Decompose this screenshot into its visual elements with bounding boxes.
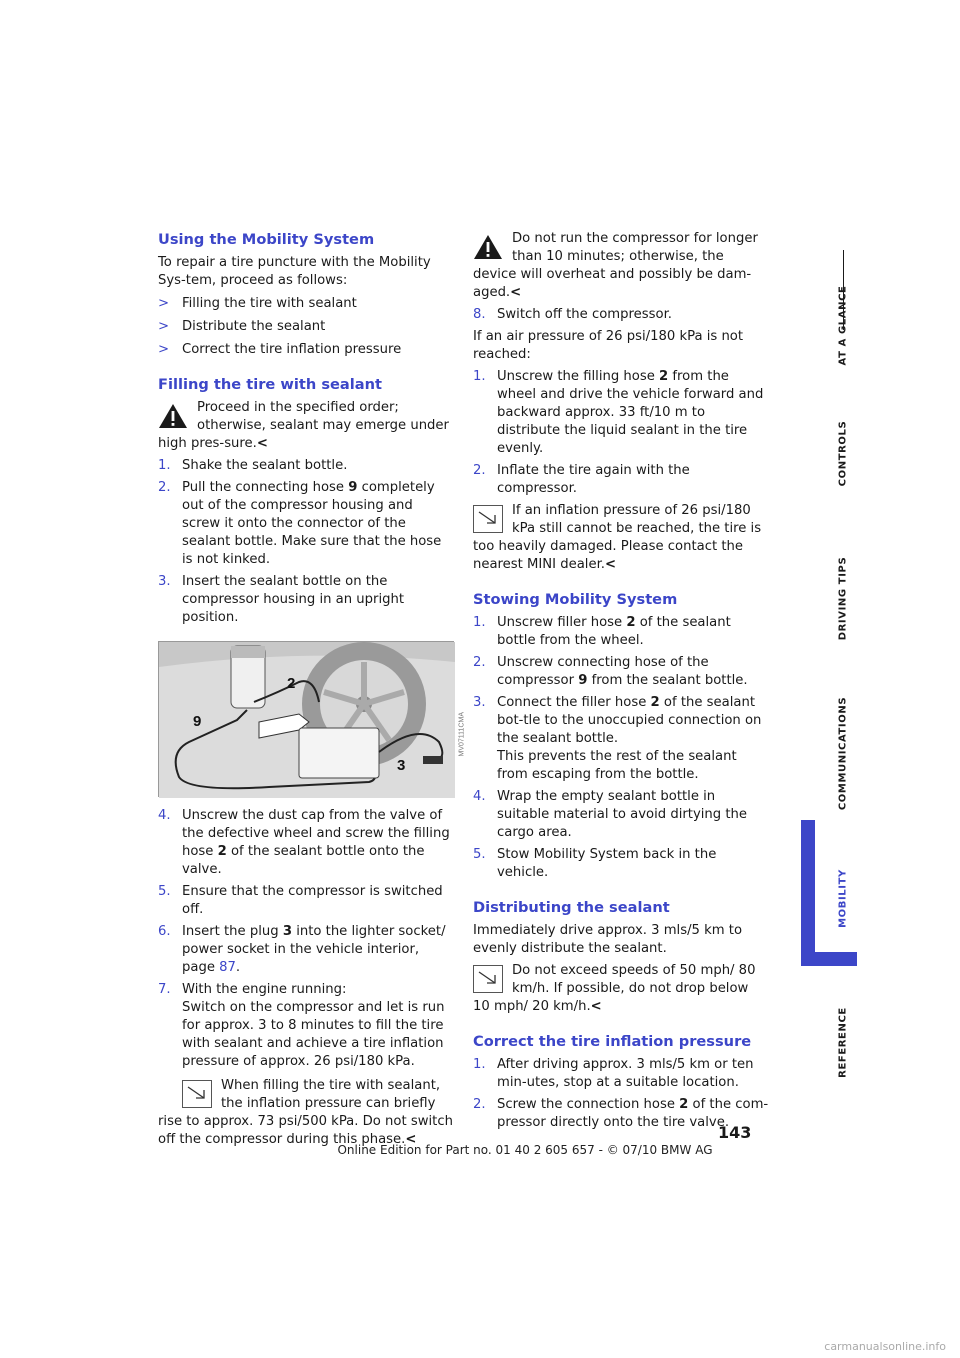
steps-list-d [473,614,769,882]
note-text: When filling the tire with sealant, the inflation pressure can briefly rise to approx. 73 psi/500 kPa. Do not switch off the compressor during this phase. [158,1078,453,1147]
label-plug-3: 3 [397,757,406,774]
warning-icon [158,402,188,430]
note-icon [473,965,503,993]
left-column [158,230,465,1149]
list-item: 2. Screw the connection hose 2 of the com-pressor directly onto the tire valve. [473,1097,769,1130]
label-hose-2: 2 [287,675,296,692]
list-item: > Correct the tire inflation pressure [158,341,454,359]
end-mark: < [256,436,268,451]
heading-distributing: Distributing the sealant [473,899,670,916]
steps-list-a [158,457,454,627]
list-item: 8. Switch off the compressor. [473,307,672,322]
heading-correct-pressure: Correct the tire inflation pressure [473,1033,752,1050]
list-item: 3. Connect the filler hose 2 of the sealant bot-tle to the unoccupied connection on the sealant bottle. This prevents the rest of the sealant from escaping from the bottle. [473,695,762,782]
page-number: 143 [718,1123,752,1142]
overview-list [158,295,454,359]
note-text: Do not exceed speeds of 50 mph/ 80 km/h. If possible, do not drop below 10 mph/ 20 km/h. [473,963,756,1014]
warning-note-overheat [473,230,769,302]
warning-icon [473,233,503,261]
note-text: If an inflation pressure of 26 psi/180 kPa still cannot be reached, the tire is too heavily damaged. Please contact the nearest MINI dealer. [473,503,762,572]
list-item: 5. Ensure that the compressor is switched off. [158,884,443,917]
warning-note-order [158,399,454,453]
info-note-pressure [158,1077,454,1149]
heading-filling-tire: Filling the tire with sealant [158,376,382,393]
steps-list-e [473,1056,769,1132]
intro-text: To repair a tire puncture with the Mobility Sys-tem, proceed as follows: [158,255,431,288]
note-icon [182,1080,212,1108]
side-tab-driving-tips[interactable]: DRIVING TIPS [837,556,849,641]
side-tab-mobility[interactable]: MOBILITY [837,869,849,928]
note-icon [473,505,503,533]
steps-list-b [158,807,454,1071]
warning-text: Proceed in the specified order; otherwise, sealant may emerge under high pres-sure. [158,400,449,451]
list-item: 2. Inflate the tire again with the compressor. [473,463,690,496]
side-tab-mobility-inner [815,820,857,952]
heading-stowing: Stowing Mobility System [473,591,678,608]
list-item: 4. Unscrew the dust cap from the valve of the defective wheel and screw the filling hose 2 of the sealant bottle onto the valve. [158,808,450,877]
list-item: 2. Pull the connecting hose 9 completely out of the compressor housing and screw it onto the connector of the sealant bottle. Make sure that the hose is not kinked. [158,480,442,567]
sealant-compressor-illustration [158,641,465,797]
side-tab-controls[interactable]: CONTROLS [837,420,849,487]
list-item: 6. Insert the plug 3 into the lighter socket/ power socket in the vehicle interior, page 87. [158,924,446,975]
photo-code: MV07111CMA [458,712,465,757]
list-item: > Filling the tire with sealant [158,295,454,313]
heading-using-mobility-system: Using the Mobility System [158,231,375,248]
list-item: 1. Shake the sealant bottle. [158,458,348,473]
list-item: 4. Wrap the empty sealant bottle in suitable material to avoid dirtying the cargo area. [473,789,747,840]
end-mark: < [590,999,602,1014]
watermark: carmanualsonline.info [824,1340,946,1353]
info-note-damaged [473,502,769,574]
step-8 [473,306,769,324]
list-item: 3. Insert the sealant bottle on the compressor housing in an upright position. [158,574,405,625]
end-mark: < [510,285,522,300]
warning-text: Do not run the compressor for longer than 10 minutes; otherwise, the device will overheat and possibly be dam-aged. [473,231,758,300]
list-item: 1. After driving approx. 3 mls/5 km or ten min-utes, stop at a suitable location. [473,1057,754,1090]
page-reference-link[interactable]: 87 [219,960,236,975]
distribute-text: Immediately drive approx. 3 mls/5 km to evenly distribute the sealant. [473,923,743,956]
label-hose-9: 9 [193,713,202,730]
side-tab-reference[interactable]: REFERENCE [837,1007,849,1078]
footer-text: Online Edition for Part no. 01 40 2 605 657 - © 07/10 BMW AG [337,1143,713,1157]
list-item: 7. With the engine running: Switch on the compressor and let is run for approx. 3 to 8 minutes to fill the tire with sealant and achieve a tire inflation pressure of approx. 26 psi/180 kPa. [158,982,445,1069]
list-item: > Distribute the sealant [158,318,454,336]
end-mark: < [405,1132,417,1147]
list-item: 2. Unscrew connecting hose of the compressor 9 from the sealant bottle. [473,655,748,688]
right-column [473,230,769,1132]
steps-list-c [473,368,769,498]
list-item: 1. Unscrew the filling hose 2 from the wheel and drive the vehicle forward and backward approx. 33 ft/10 m to distribute the liquid sealant in the tire evenly. [473,369,764,456]
list-item: 1. Unscrew filler hose 2 of the sealant bottle from the wheel. [473,615,731,648]
if-not-reached-text: If an air pressure of 26 psi/180 kPa is not reached: [473,329,744,362]
info-note-speed [473,962,769,1016]
side-tab-communications[interactable]: COMMUNICATIONS [837,696,849,811]
list-item: 5. Stow Mobility System back in the vehicle. [473,847,717,880]
side-tab-at-a-glance[interactable]: AT A GLANCE [837,285,849,366]
end-mark: < [605,557,617,572]
